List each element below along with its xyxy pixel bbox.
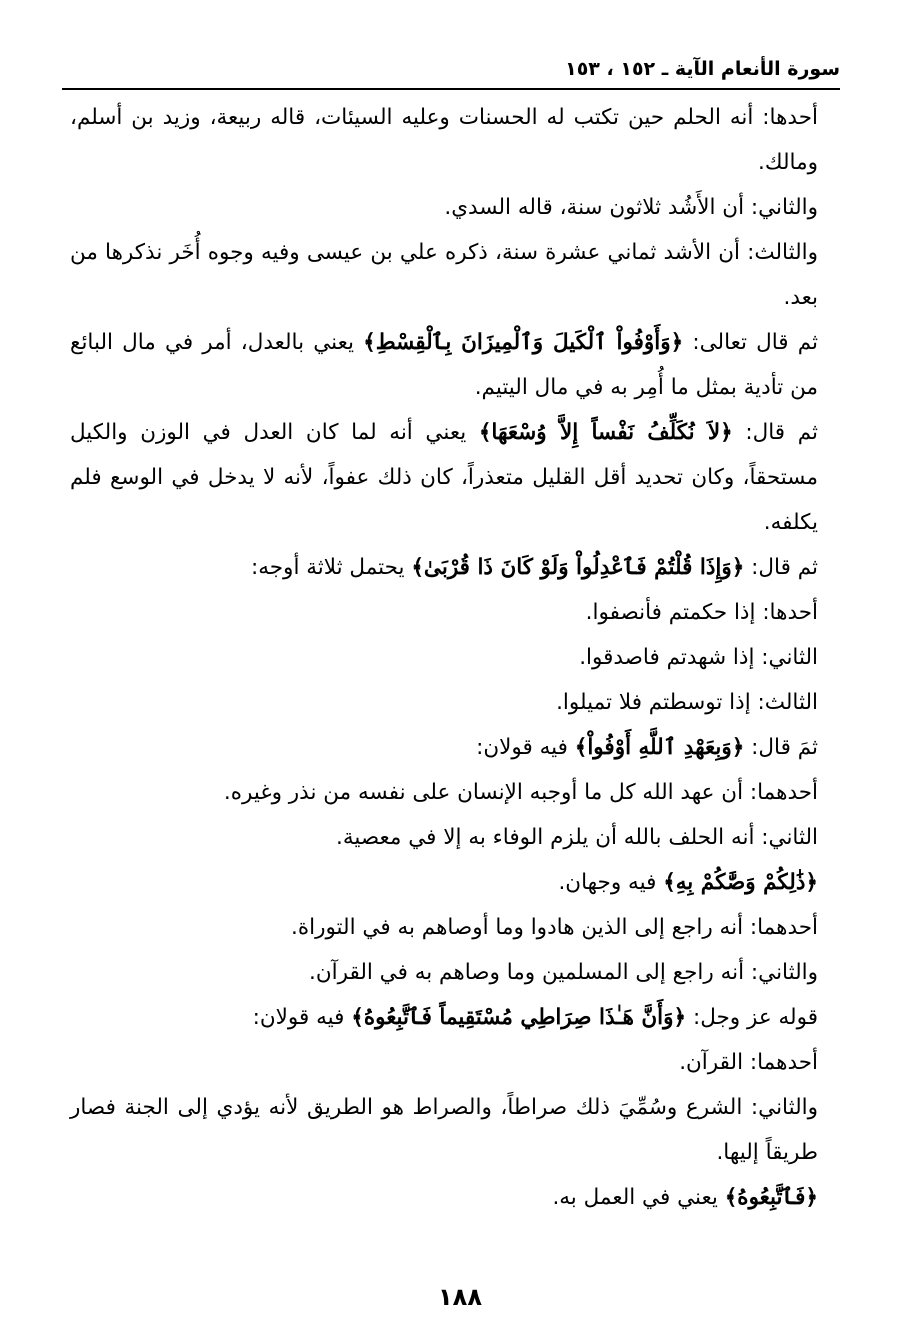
paragraph-text: ثمَ قال: (744, 735, 818, 760)
paragraph (70, 410, 818, 545)
paragraph-text: يعني بالعدل، أمر في مال البائع من تأدية بمثل ما أُمِر به في مال اليتيم. (70, 330, 818, 400)
body-text (70, 95, 818, 1220)
paragraph-text: والثاني: أن الأَشُد ثلاثون سنة، قاله السدي. (444, 195, 818, 220)
paragraph (70, 680, 818, 725)
paragraph (70, 1040, 818, 1085)
paragraph-text: فيه وجهان. (558, 870, 664, 895)
paragraph (70, 725, 818, 770)
paragraph (70, 185, 818, 230)
paragraph-text: أحدها: إذا حكمتم فأنصفوا. (585, 600, 818, 625)
paragraph-text: فيه قولان: (252, 1005, 352, 1030)
paragraph (70, 545, 818, 590)
paragraph (70, 860, 818, 905)
paragraph-text: أحدها: أنه الحلم حين تكتب له الحسنات وعليه السيئات، قاله ربيعة، وزيد بن أسلم، ومالك. (70, 105, 818, 175)
paragraph-text: الثاني: أنه الحلف بالله أن يلزم الوفاء به إلا في معصية. (336, 825, 818, 850)
quran-verse: ﴿لاَ نُكَلِّفُ نَفْساً إِلاَّ وُسْعَهَا﴾ (478, 420, 733, 445)
paragraph-text: والثاني: الشرع وسُمِّيَ ذلك صراطاً، والصراط هو الطريق لأنه يؤدي إلى الجنة فصار طريقاً إليها. (70, 1095, 818, 1165)
paragraph (70, 590, 818, 635)
header-rule (62, 88, 840, 90)
paragraph (70, 635, 818, 680)
paragraph-text: والثاني: أنه راجع إلى المسلمين وما وصاهم به في القرآن. (308, 960, 818, 985)
paragraph-text: أحدهما: أنه راجع إلى الذين هادوا وما أوصاهم به في التوراة. (291, 915, 818, 940)
paragraph-text: أحدهما: أن عهد الله كل ما أوجبه الإنسان على نفسه من نذر وغيره. (223, 780, 818, 805)
paragraph-text: يحتمل ثلاثة أوجه: (251, 555, 412, 580)
paragraph (70, 770, 818, 815)
paragraph (70, 905, 818, 950)
quran-verse: ﴿وَأَنَّ هَـٰذَا صِرَاطِي مُسْتَقِيماً فَٱتَّبِعُوهُ﴾ (351, 1005, 687, 1030)
paragraph-text: ثم قال: (732, 420, 818, 445)
paragraph (70, 230, 818, 320)
paragraph-text: الثالث: إذا توسطتم فلا تميلوا. (556, 690, 818, 715)
quran-verse: ﴿فَٱتَّبِعُوهُ﴾ (724, 1185, 818, 1210)
quran-verse: ﴿وَإِذَا قُلْتُمْ فَٱعْدِلُواْ وَلَوْ كَانَ ذَا قُرْبَىٰ﴾ (411, 555, 745, 580)
quran-verse: ﴿ذَٰلِكُمْ وَصَّٰكُمْ بِهِ﴾ (663, 870, 818, 895)
running-header: سورة الأنعام الآية ـ ١٥٢ ، ١٥٣ (565, 58, 840, 80)
paragraph-text: فيه قولان: (476, 735, 575, 760)
quran-verse: ﴿وَبِعَهْدِ ٱللَّهِ أَوْفُواْ﴾ (574, 735, 745, 760)
paragraph (70, 1175, 818, 1220)
paragraph (70, 815, 818, 860)
paragraph-text: الثاني: إذا شهدتم فاصدقوا. (579, 645, 818, 670)
paragraph-text: ثم قال تعالى: (683, 330, 818, 355)
page-number: ١٨٨ (438, 1283, 482, 1311)
paragraph (70, 995, 818, 1040)
paragraph-text: والثالث: أن الأشد ثماني عشرة سنة، ذكره علي بن عيسى وفيه وجوه أُخَر نذكرها من بعد. (70, 240, 818, 310)
paragraph (70, 1085, 818, 1175)
paragraph (70, 95, 818, 185)
paragraph-text: قوله عز وجل: (686, 1005, 818, 1030)
quran-verse: ﴿وَأَوْفُواْ ٱلْكَيلَ وَٱلْمِيزَانَ بِٱلْقِسْطِ﴾ (363, 330, 684, 355)
paragraph-text: أحدهما: القرآن. (679, 1050, 818, 1075)
paragraph (70, 950, 818, 995)
paragraph-text: يعني في العمل به. (552, 1185, 725, 1210)
paragraph-text: ثم قال: (744, 555, 818, 580)
paragraph (70, 320, 818, 410)
paragraph-text: يعني أنه لما كان العدل في الوزن والكيل مستحقاً، وكان تحديد أقل القليل متعذراً، كان ذلك عفواً، لأنه لا يدخل في الوسع فلم يكلفه. (70, 420, 818, 535)
